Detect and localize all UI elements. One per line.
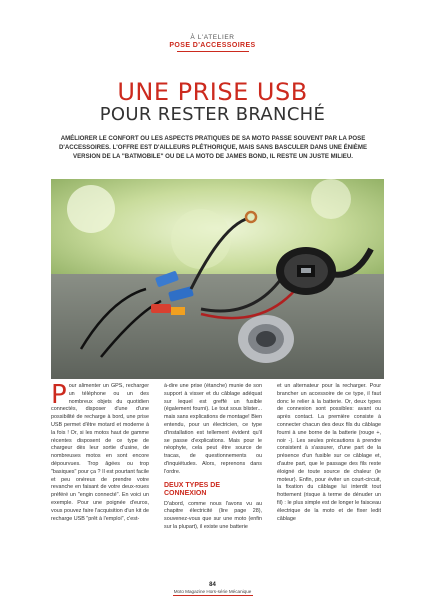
section-subhead: DEUX TYPES DE CONNEXION — [164, 481, 221, 497]
magazine-name: Moto Magazine Hors-série Mécanique — [173, 589, 252, 594]
column-2-continued-text: D'abord, comme nous l'avons vu au chapitre électricité (lire page 28), souvenez-vous que sur une moto (enfin sur la plupart), il existe une batterie — [164, 500, 262, 530]
article-lead: AMÉLIORER LE CONFORT OU LES ASPECTS PRATIQUES DE SA MOTO PASSE SOUVENT PAR LA POSE D'ACCESSOIRES. L'OFFRE EST D'AILLEURS PLÉTHORIQUE, MAIS SANS BASCULER DANS UNE ÉNIÈME VERSION DE LA "BATMOBILE" OU DE LA MOTO DE JAMES BOND, IL RESTE UN JUSTE MILIEU. — [58, 135, 368, 161]
page-footer — [0, 582, 425, 596]
column-1-text: our alimenter un GPS, recharger un téléphone ou un des nombreux objets du quotidien connectés, disposer d'une d'une possibilité de recharge à bord, une prise USB permet d'être motard et moderne à la fois ! Or, si les motos haut de gamme récentes disposent de ce type de chargeur dès leur sortie d'usine, de nombreuses motos en sont encore dépourvues. Trop âgées ou trop "basiques" pour ça ? Il est pourtant facile et peu onéreux de prendre votre revanche en faisant de votre deux-roues préféré un "engin connecté". En voici un exemple. Pour une poignée d'euros, vous pouvez faire l'acquisition d'un kit de recharge USB "prêt à l'emploi", c'est- — [51, 383, 149, 522]
section-kicker — [0, 34, 425, 52]
page-number: 84 — [209, 582, 216, 588]
kicker-rule — [177, 51, 249, 52]
rubric-label: POSE D'ACCESSOIRES — [169, 42, 256, 49]
article-column-3 — [277, 383, 381, 523]
usb-kit-illustration — [51, 179, 384, 379]
usb-kit-photo — [51, 179, 384, 379]
article-column-1 — [51, 380, 149, 523]
article-title: UNE PRISE USB — [117, 78, 308, 106]
article-subtitle: POUR RESTER BRANCHÉ — [99, 104, 326, 125]
drop-cap: P — [51, 380, 67, 410]
column-2-text: à-dire une prise (étanche) munie de son support à visser et du câblage adéquat sur lequel est greffé un fusible (également fourni). Le tout sous blister... mais sans explications de montage! Bien entendu, pour un électricien, ce type d'installation est tellement évident qu'il se passe d'explications. Mais pour le néophyte, cela peut être source de tracas, de questionnements ou d'inquiétudes. Alors, reprenons dans l'ordre. — [164, 383, 262, 475]
article-column-2 — [164, 383, 262, 532]
footer-rule — [173, 595, 253, 596]
section-label: À L'ATELIER — [190, 34, 235, 41]
column-3-text: et un alternateur pour la recharger. Pour brancher un accessoire de ce type, il faut donc le relier à la batterie. Or, deux types de connexion sont possibles: avant ou après contact. La première consiste à connecter chacun des deux fils du câblage fourni à une borne de la batterie (rouge +, noir -). Les seules précautions à prendre consistent à s'assurer, d'une part de la présence d'un fusible sur ce câblage et, d'autre part, que le passage des fils reste éloigné de toute source de chaleur (le moteur). Enfin, pour éviter un court-circuit, la fixation du câblage lui interdit tout frottement (risque à terme de dénuder un fil) : le plus simple est de longer le faisceau électrique de la moto et de fixer ledit câblage — [277, 383, 381, 522]
